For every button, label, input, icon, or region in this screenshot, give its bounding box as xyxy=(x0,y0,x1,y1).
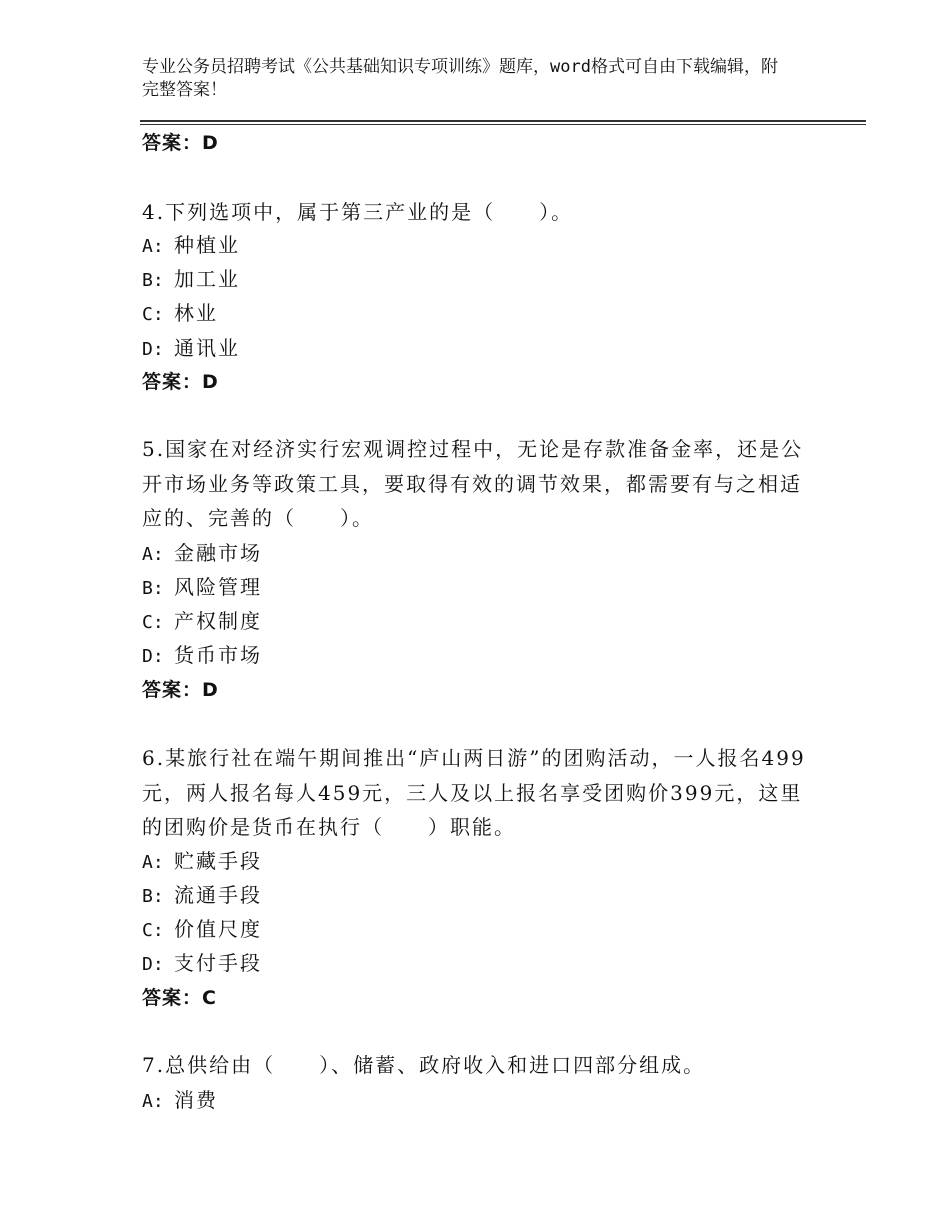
option-c xyxy=(142,300,218,328)
header-divider xyxy=(140,120,866,125)
option-text: 风险管理 xyxy=(174,575,262,599)
option-a xyxy=(142,232,240,260)
option-text: 产权制度 xyxy=(174,609,262,633)
option-d xyxy=(142,950,262,978)
question-stem: 7.总供给由（ ）、储蓄、政府收入和进口四部分组成。 xyxy=(142,1053,706,1077)
option-key: C: xyxy=(142,304,164,325)
option-text: 加工业 xyxy=(174,267,240,291)
option-text: 种植业 xyxy=(174,233,240,257)
option-b xyxy=(142,266,240,294)
option-text: 流通手段 xyxy=(174,883,262,907)
question-stem: 6.某旅行社在端午期间推出“庐山两日游”的团购活动，一人报名499元，两人报名每人459元，三人及以上报名享受团购价399元，这里的团购价是货币在执行（ ）职能。 xyxy=(142,746,806,839)
option-d xyxy=(142,335,240,363)
option-key: A: xyxy=(142,544,164,565)
option-a xyxy=(142,540,262,568)
answer-label: 答案：D xyxy=(142,371,219,393)
document-header: 专业公务员招聘考试《公共基础知识专项训练》题库，word格式可自由下载编辑，附完整答案！ xyxy=(142,57,778,100)
option-text: 贮藏手段 xyxy=(174,849,262,873)
option-c xyxy=(142,916,262,944)
option-a xyxy=(142,1087,218,1115)
option-key: B: xyxy=(142,270,164,291)
answer-label: 答案：D xyxy=(142,132,219,154)
option-b xyxy=(142,882,262,910)
option-c xyxy=(142,608,262,636)
answer-label: 答案：C xyxy=(142,987,217,1009)
option-text: 货币市场 xyxy=(174,643,262,667)
option-text: 消费 xyxy=(174,1088,218,1112)
option-text: 林业 xyxy=(174,301,218,325)
option-b xyxy=(142,574,262,602)
option-key: D: xyxy=(142,646,164,667)
question-stem: 4.下列选项中，属于第三产业的是（ ）。 xyxy=(142,200,574,224)
option-key: A: xyxy=(142,236,164,257)
option-d xyxy=(142,642,262,670)
option-key: D: xyxy=(142,339,164,360)
option-key: A: xyxy=(142,852,164,873)
option-text: 通讯业 xyxy=(174,336,240,360)
option-a xyxy=(142,848,262,876)
option-text: 支付手段 xyxy=(174,951,262,975)
option-key: A: xyxy=(142,1091,164,1112)
option-key: C: xyxy=(142,612,164,633)
option-text: 价值尺度 xyxy=(174,917,262,941)
option-key: B: xyxy=(142,886,164,907)
option-key: B: xyxy=(142,578,164,599)
answer-label: 答案：D xyxy=(142,679,219,701)
question-stem: 5.国家在对经济实行宏观调控过程中，无论是存款准备金率，还是公开市场业务等政策工具，要取得有效的调节效果，都需要有与之相适应的、完善的（ ）。 xyxy=(142,437,804,530)
option-key: D: xyxy=(142,954,164,975)
option-text: 金融市场 xyxy=(174,541,262,565)
option-key: C: xyxy=(142,920,164,941)
